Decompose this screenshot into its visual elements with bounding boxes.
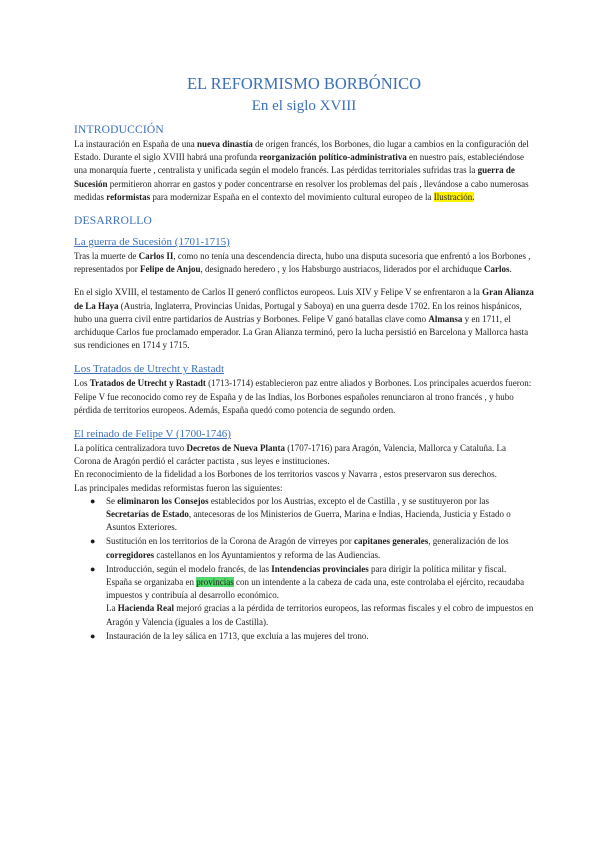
tratados-paragraph: Los Tratados de Utrecht y Rastadt (1713-1714) establecieron paz entre aliados y Borbones. Los principales acuerdos fueron: Felipe V fue reconocido como rey de España y de las Indias, los Borbones españoles renunciaron al trono francés , y hubo pérdida de territorios europeos. Además, España quedó como potencia de segundo orden. — [74, 378, 532, 415]
document-page — [74, 74, 534, 644]
reform-list — [74, 495, 534, 643]
list-item: ● Sustitución en los territorios de la Corona de Aragón de virreyes por capitanes generales, generalización de los corregidores castellanos en los Ayuntamientos y reforma de las Audiencias. — [90, 536, 509, 560]
highlight-provincias: provincias — [196, 577, 234, 588]
list-item: ● Se eliminaron los Consejos establecidos por los Austrias, excepto el de Castilla , y se sustituyeron por las Secretarías de Estado, antecesoras de los Ministerios de Guerra, Marina e Indias, Hacienda, Justicia y Estado o Asuntos Exteriores. — [90, 495, 511, 533]
guerra-heading: La guerra de Sucesión (1701-1715) — [74, 236, 230, 249]
bullet-icon: ● — [90, 495, 96, 506]
list-item: ● Introducción, según el modelo francés, de las Intendencias provinciales para dirigir la política militar y fiscal. España se organizaba en provincias con un intendente a la cabeza de cada una, este controlaba el ejército, recaudaba impuestos y contribuía al desarrollo económico. La Hacienda Real mejoró gracias a la pérdida de territorios europeos, las reformas fiscales y el cobro de impuestos en Aragón y Valencia (iguales a los de Castilla). — [106, 563, 534, 629]
reinado-heading: El reinado de Felipe V (1700-1746) — [74, 428, 231, 441]
bullet-icon: ● — [90, 536, 96, 547]
tratados-heading: Los Tratados de Utrecht y Rastadt — [74, 363, 225, 376]
reinado-paragraph-3: Las principales medidas reformistas fueron las siguientes: — [74, 482, 283, 493]
intendencias-detail: España se organizaba en provincias con un intendente a la cabeza de cada una, este controlaba el ejército, recaudaba impuestos y contribuía al desarrollo económico. — [106, 577, 525, 601]
intro-paragraph: La instauración en España de una nueva dinastía de origen francés, los Borbones, dio lugar a cambios en la configuración del Estado. Durante el siglo XVIII habrá una profunda reorganización político-administrativa en nuestro país, estableciéndose una monarquía fuerte , centralista y unificada según el modelo francés. Las pérdidas territoriales sufridas tras la guerra de Sucesión permitieron ahorrar en gastos y poder concentrarse en resolver los problemas del país , llevándose a cabo numerosas medidas reformistas para modernizar España en el contexto del movimiento cultural europeo de la Ilustración. — [74, 139, 529, 202]
reinado-paragraph-1: La política centralizadora tuvo Decretos de Nueva Planta (1707-1716) para Aragón, Valencia, Mallorca y Cataluña. La Corona de Aragón perdió el carácter pactista , sus leyes e instituciones. — [74, 443, 507, 467]
desarrollo-heading: DESARROLLO — [74, 215, 153, 228]
highlight-ilustracion: Ilustración. — [433, 191, 475, 202]
hacienda-detail: La Hacienda Real mejoró gracias a la pérdida de territorios europeos, las reformas fiscales y el cobro de impuestos en Aragón y Valencia (iguales a los de Castilla). — [106, 603, 534, 627]
document-title: EL REFORMISMO BORBÓNICO — [186, 74, 422, 93]
guerra-paragraph-2: En el siglo XVIII, el testamento de Carlos II generó conflictos europeos. Luis XIV y Felipe V se enfrentaron a la Gran Alianza de La Haya (Austria, Inglaterra, Provincias Unidas, Portugal y Saboya) en una guerra desde 1702. En los reinos hispánicos, hubo una guerra civil entre partidarios de Austrias y Borbones. Felipe V ganó batallas clave como Almansa y en 1711, el archiduque Carlos fue proclamado emperador. La Gran Alianza terminó, pero la lucha persistió en Barcelona y Mallorca hasta sus rendiciones en 1714 y 1715. — [74, 287, 534, 351]
reinado-paragraph-2: En reconocimiento de la fidelidad a los Borbones de los territorios vascos y Navarra , estos preservaron sus derechos. — [74, 469, 497, 480]
guerra-paragraph-1: Tras la muerte de Carlos II, como no tenía una descendencia directa, hubo una disputa sucesoria que enfrentó a los Borbones , representados por Felipe de Anjou, designado heredero , y los Habsburgo austriacos, liderados por el archiduque Carlos. — [74, 251, 531, 275]
bullet-icon: ● — [90, 563, 96, 574]
bullet-icon: ● — [90, 630, 96, 641]
list-item: ● Instauración de la ley sálica en 1713, que excluía a las mujeres del trono. — [106, 630, 534, 643]
document-subtitle: En el siglo XVIII — [251, 98, 357, 114]
intro-heading: INTRODUCCIÓN — [74, 124, 164, 136]
